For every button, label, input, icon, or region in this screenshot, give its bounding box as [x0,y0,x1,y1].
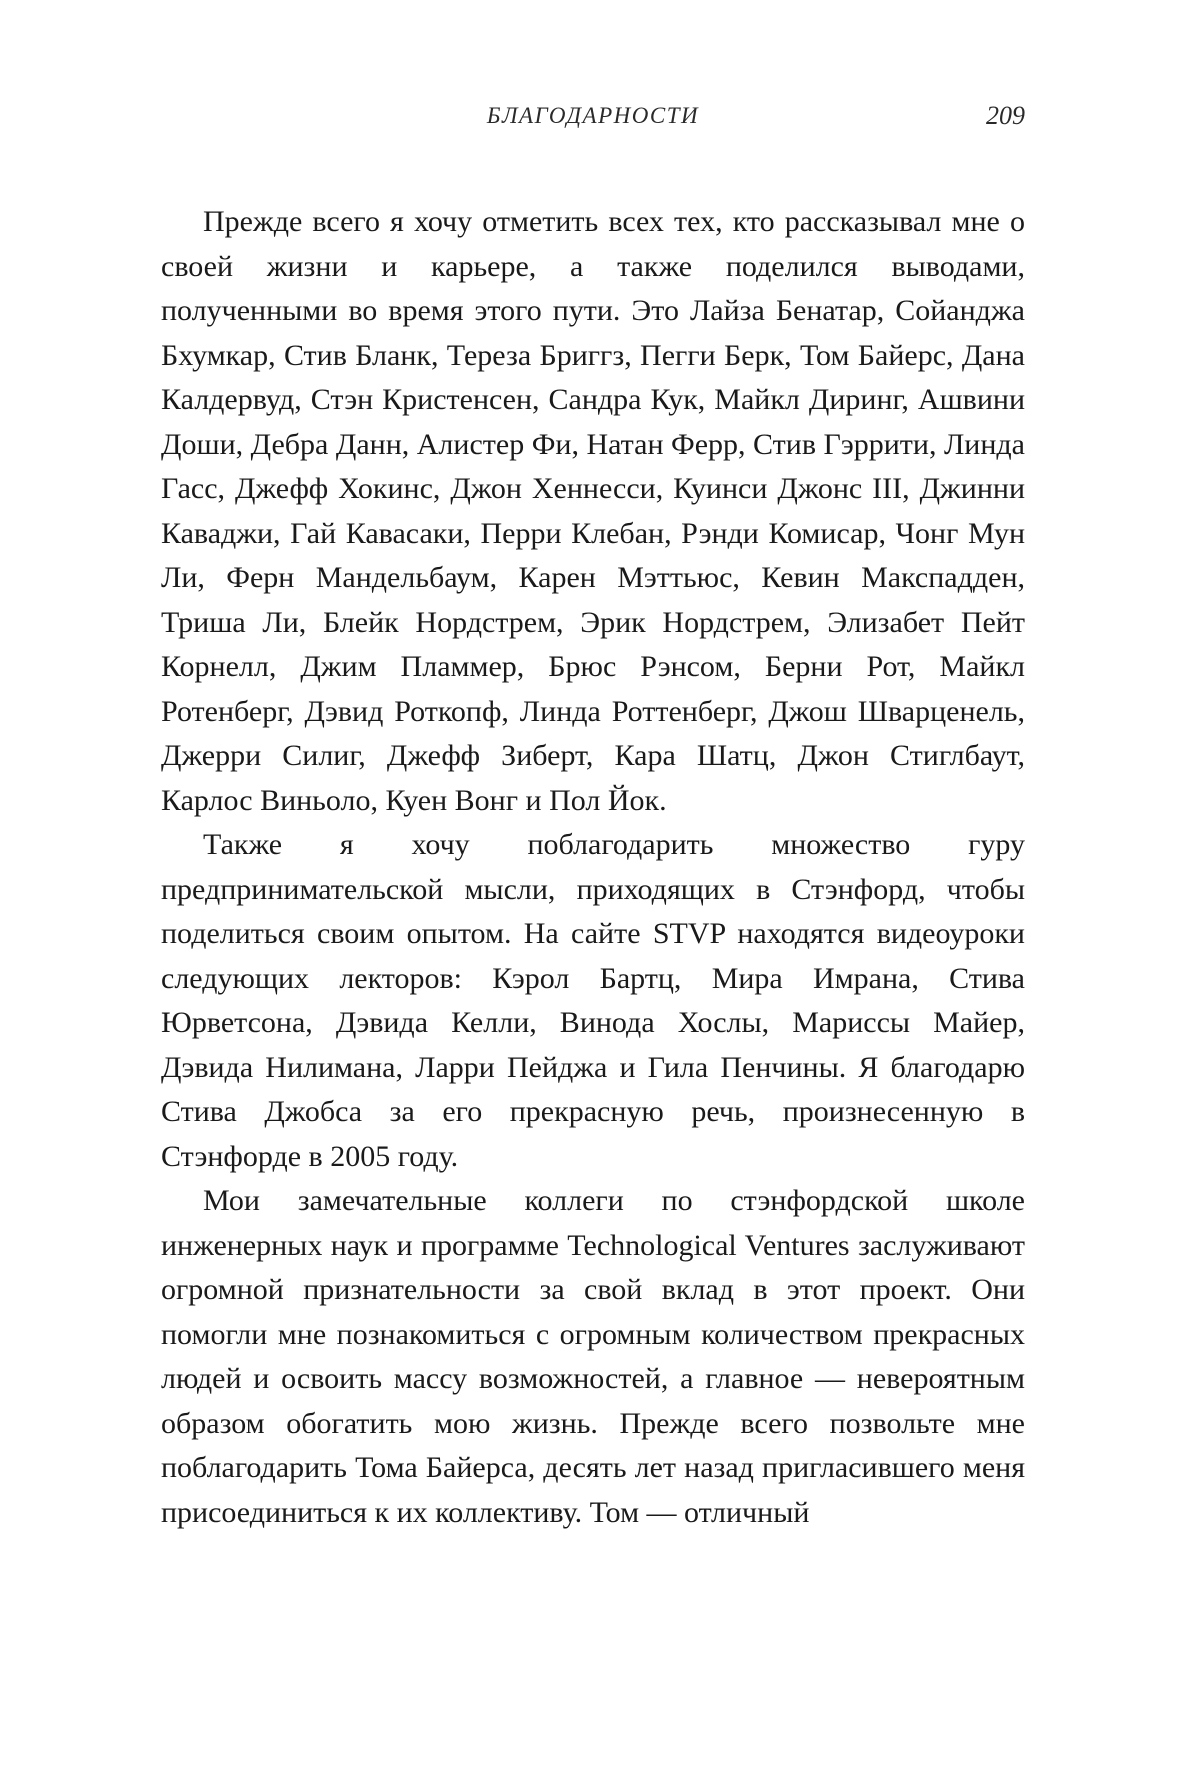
paragraph-2: Также я хочу поблагодарить множество гуру предпринимательской мысли, приходящих в Стэнфорд, чтобы поделиться своим опытом. На сайте STVP находятся видеоуроки следующих лекторов: Кэрол Бартц, Мира Имрана, Стива Юрветсона, Дэвида Келли, Винода Хослы, Мариссы Майер, Дэвида Нилимана, Ларри Пейджа и Гила Пенчины. Я благодарю Стива Джобса за его прекрасную речь, произнесенную в Стэнфорде в 2005 году. [161,828,1025,1173]
paragraph-1: Прежде всего я хочу отметить всех тех, кто рассказывал мне о своей жизни и карьере, а также поделился выводами, полученными во время этого пути. Это Лайза Бенатар, Сойанджа Бхумкар, Стив Бланк, Тереза Бриггз, Пегги Берк, Том Байерс, Дана Калдервуд, Стэн Кристенсен, Сандра Кук, Майкл Диринг, Ашвини Доши, Дебра Данн, Алистер Фи, Натан Ферр, Стив Гэррити, Линда Гасс, Джефф Хокинс, Джон Хеннесси, Куинси Джонс III, Джинни Каваджи, Гай Кавасаки, Перри Клебан, Рэнди Комисар, Чонг Мун Ли, Ферн Мандельбаум, Карен Мэттьюс, Кевин Макспадден, Триша Ли, Блейк Нордстрем, Эрик Нордстрем, Элизабет Пейт Корнелл, Джим Пламмер, Брюс Рэнсом, Берни Рот, Майкл Ротенберг, Дэвид Роткопф, Линда Роттенберг, Джош Шварценель, Джерри Силиг, Джефф Зиберт, Кара Шатц, Джон Стиглбаут, Карлос Виньоло, Куен Вонг и Пол Йок. [161,205,1025,817]
paragraph-3: Мои замечательные коллеги по стэнфордской школе инженерных наук и программе Technological Ventures заслуживают огромной признательности за свой вклад в этот проект. Они помогли мне познакомиться с огромным количеством прекрасных людей и освоить массу возможностей, а главное — невероятным образом обогатить мою жизнь. Прежде всего позвольте мне поблагодарить Тома Байерса, десять лет назад пригласившего меня присоединиться к их коллективу. Том — отличный [161,1184,1025,1529]
running-title: БЛАГОДАРНОСТИ [486,103,700,128]
running-head [161,103,1025,143]
body-text [161,200,1025,1535]
page-number: 209 [986,101,1025,130]
